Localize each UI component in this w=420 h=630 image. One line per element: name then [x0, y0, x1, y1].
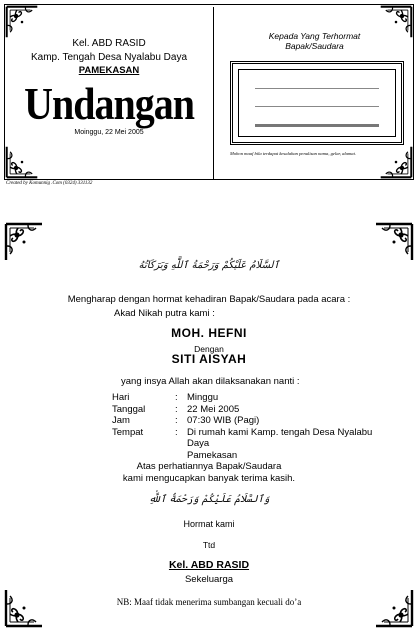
- thanks-line-2: kami mengucapkan banyak terima kasih.: [122, 473, 296, 484]
- detail-row: [112, 450, 397, 462]
- address-line: [255, 124, 379, 127]
- corner-ornament-icon: [4, 588, 44, 628]
- detail-value: Minggu: [187, 392, 219, 403]
- credit-line: Created by Komunnig .Com (0324) 331132: [6, 181, 93, 186]
- cover-note: Mohon maaf bila terdapat kesalahan penulisan nama, gelar, alamat.: [230, 151, 357, 156]
- detail-separator: :: [175, 415, 178, 426]
- event-details: [112, 392, 397, 461]
- schedule-intro: yang insya Allah akan dilaksanakan nanti :: [121, 376, 300, 387]
- detail-value: 22 Mei 2005: [187, 403, 240, 415]
- arabic-greeting: ٱلسَّلَامُ عَلَيْكُمْ وَرَحْمَةُ ٱللَّٰهِ وَبَرَكَاتُهُ: [138, 260, 280, 271]
- invitation-title: Undangan: [24, 77, 194, 130]
- corner-ornament-icon: [374, 222, 414, 262]
- detail-label: Hari: [112, 392, 130, 403]
- regards-text: Hormat kami: [183, 519, 235, 529]
- inside-card: [4, 222, 414, 628]
- detail-label: Jam: [112, 415, 130, 426]
- detail-separator: :: [175, 392, 178, 403]
- detail-separator: :: [175, 426, 178, 438]
- detail-row: [112, 392, 397, 404]
- bride-name: SITI AISYAH: [171, 352, 247, 366]
- detail-separator: [175, 450, 187, 462]
- connector-text: Dengan: [194, 344, 224, 354]
- signed-text: Ttd: [202, 540, 216, 550]
- detail-value: Pamekasan: [187, 449, 238, 461]
- sender-address: Kamp. Tengah Desa Nyalabu Daya: [30, 52, 188, 63]
- detail-label: Tanggal: [112, 403, 146, 415]
- recipient-address-box: [230, 61, 404, 145]
- detail-row: [112, 427, 397, 450]
- sender-name: Kel. ABD RASID: [72, 38, 146, 49]
- intro-text: Mengharap dengan hormat kehadiran Bapak/Saudara pada acara :: [67, 294, 351, 305]
- detail-label: Tempat: [112, 426, 144, 438]
- arabic-closing: وَٱلسَّلَامُ عَلَيْكُمْ وَرَحْمَةُ ٱللَّٰهِ: [148, 494, 270, 505]
- family-text: Sekeluarga: [184, 574, 234, 585]
- host-name-text: Kel. ABD RASID: [168, 559, 250, 571]
- address-box-inner-frame: [238, 69, 396, 137]
- thanks-line-1: Atas perhatiannya Bapak/Saudara: [136, 461, 282, 472]
- detail-value: Di rumah kami Kamp. tengah Desa Nyalabu Daya: [187, 426, 373, 449]
- event-text: Akad Nikah putra kami :: [114, 308, 215, 319]
- address-line: [255, 106, 379, 107]
- cover-back: [214, 5, 415, 181]
- address-line: [255, 88, 379, 89]
- sender-city: PAMEKASAN: [78, 65, 140, 76]
- recipient-subheading: Bapak/Saudara: [285, 41, 344, 51]
- detail-label: [112, 450, 175, 462]
- detail-row: [112, 404, 397, 416]
- host-name: [4, 559, 414, 571]
- recipient-heading: Kepada Yang Terhormat: [268, 31, 361, 41]
- detail-separator: :: [175, 403, 178, 415]
- groom-name: MOH. HEFNI: [171, 326, 247, 340]
- corner-ornament-icon: [4, 222, 44, 262]
- detail-row: [112, 415, 397, 427]
- nb-note: NB: Maaf tidak menerima sumbangan kecuali do’a: [116, 597, 302, 607]
- cover-card: [4, 4, 414, 180]
- cover-front: [5, 5, 213, 181]
- corner-ornament-icon: [374, 588, 414, 628]
- cover-date: Moinggu, 22 Mei 2005: [74, 129, 144, 136]
- detail-value: 07:30 WIB (Pagi): [187, 415, 260, 426]
